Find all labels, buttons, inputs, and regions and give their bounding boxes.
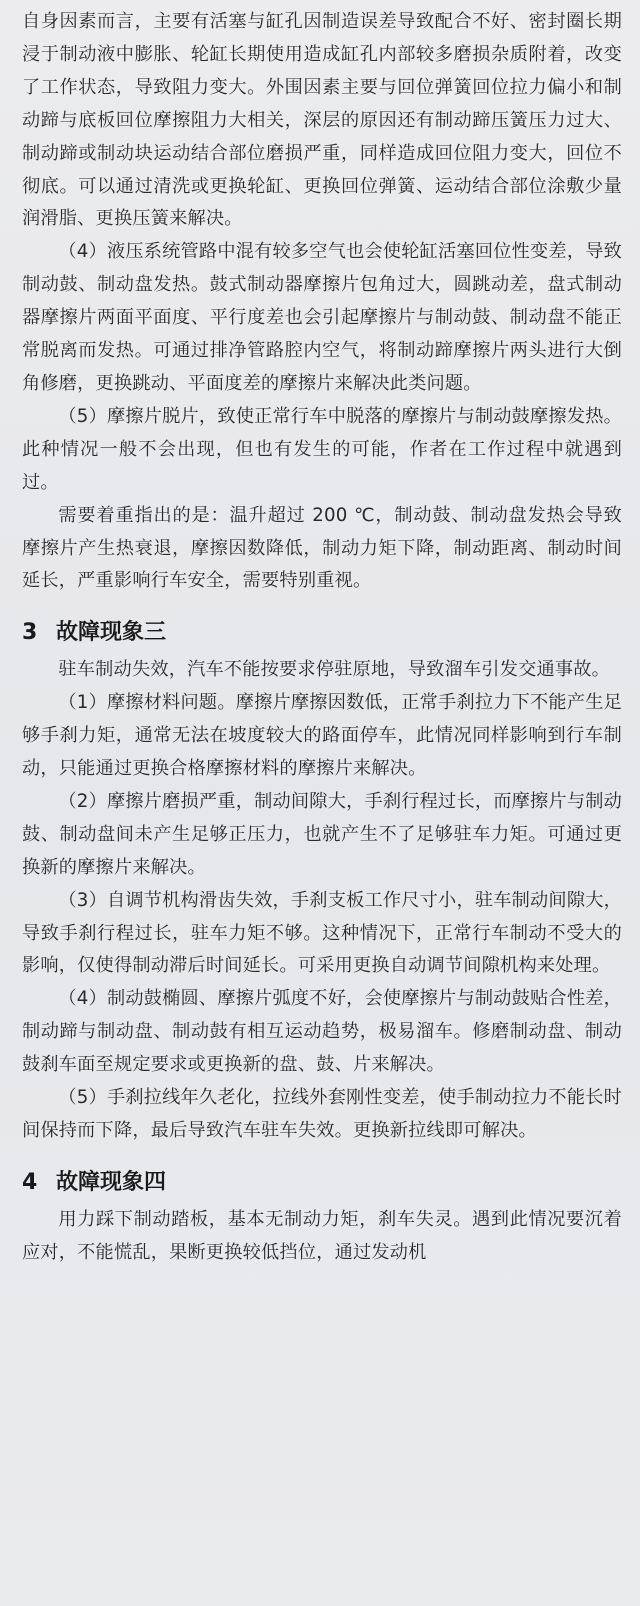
section-title: 故障现象四 [56, 1169, 167, 1195]
paragraph-section3-item-4: （4）制动鼓椭圆、摩擦片弧度不好，会使摩擦片与制动鼓贴合性差，制动蹄与制动盘、制动鼓有相互运动趋势，极易溜车。修磨制动盘、制动鼓刹车面至规定要求或更换新的盘、鼓、片来解决。 [22, 988, 622, 1076]
paragraph-section3-intro: 驻车制动失效，汽车不能按要求停驻原地，导致溜车引发交通事故。 [58, 659, 611, 681]
paragraph-note-temperature: 需要着重指出的是：温升超过 200 ℃，制动鼓、制动盘发热会导致摩擦片产生热衰退，摩擦因数降低，制动力矩下降，制动距离、制动时间延长，严重影响行车安全，需要特别重视。 [22, 504, 622, 592]
paragraph-section3-item-2: （2）摩擦片磨损严重，制动间隙大，手刹行程过长，而摩擦片与制动鼓、制动盘间未产生足够正压力，也就产生不了足够驻车力矩。可通过更换新的摩擦片来解决。 [22, 790, 622, 878]
paragraph-section3-item-3: （3）自调节机构滑齿失效，手刹支板工作尺寸小，驻车制动间隙大，导致手刹行程过长，驻车力矩不够。这种情况下，正常行车制动不受大的影响，仅使得制动滞后时间延长。可采用更换自动调节间隙机构来处理。 [22, 889, 622, 977]
section-heading-4 [22, 1166, 622, 1200]
paragraph-section4-intro: 用力踩下制动踏板，基本无制动力矩，刹车失灵。遇到此情况要沉着应对，不能慌乱，果断更换较低挡位，通过发动机 [22, 1208, 622, 1263]
paragraph-continued: 自身因素而言，主要有活塞与缸孔因制造误差导致配合不好、密封圈长期浸于制动液中膨胀、轮缸长期使用造成缸孔内部较多磨损杂质附着，改变了工作状态，导致阻力变大。外围因素主要与回位弹簧回位拉力偏小和制动蹄与底板回位摩擦阻力大相关，深层的原因还有制动蹄压簧压力过大、制动蹄或制动块运动结合部位磨损严重，同样造成回位阻力变大，回位不彻底。可以通过清洗或更换轮缸、更换回位弹簧、运动结合部位涂敷少量润滑脂、更换压簧来解决。 [22, 11, 622, 230]
paragraph-item-4-air: （4）液压系统管路中混有较多空气也会使轮缸活塞回位性变差，导致制动鼓、制动盘发热。鼓式制动器摩擦片包角过大，圆跳动差，盘式制动器摩擦片两面平面度、平行度差也会引起摩擦片与制动鼓、制动盘不能正常脱离而发热。可通过排净管路腔内空气，将制动蹄摩擦片两头进行大倒角修磨，更换跳动、平面度差的摩擦片来解决此类问题。 [22, 241, 622, 394]
paragraph-section3-item-5: （5）手刹拉线年久老化，拉线外套刚性变差，使手制动拉力不能长时间保持而下降，最后导致汽车驻车失效。更换新拉线即可解决。 [22, 1087, 622, 1141]
section-heading-3 [22, 616, 622, 650]
section-title: 故障现象三 [56, 620, 167, 646]
section-number: 3 [22, 620, 38, 646]
section-number: 4 [22, 1169, 38, 1195]
paragraph-section3-item-1: （1）摩擦材料问题。摩擦片摩擦因数低，正常手刹拉力下不能产生足够手刹力矩，通常无法在坡度较大的路面停车，此情况同样影响到行车制动，只能通过更换合格摩擦材料的摩擦片来解决。 [22, 692, 622, 780]
paragraph-item-5-lining: （5）摩擦片脱片，致使正常行车中脱落的摩擦片与制动鼓摩擦发热。此种情况一般不会出现，但也有发生的可能，作者在工作过程中就遇到过。 [22, 405, 622, 493]
